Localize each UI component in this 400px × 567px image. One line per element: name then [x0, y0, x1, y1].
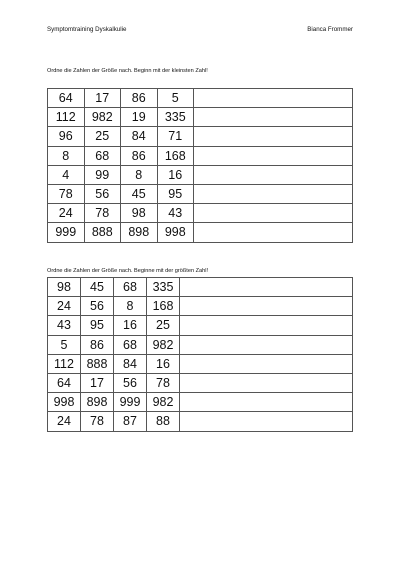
answer-cell[interactable] — [180, 278, 353, 297]
number-cell: 56 — [84, 184, 121, 203]
number-cell: 17 — [81, 373, 114, 392]
number-cell: 43 — [48, 316, 81, 335]
number-cell: 45 — [81, 278, 114, 297]
number-cell: 335 — [147, 278, 180, 297]
author-name: Bianca Frommer — [307, 26, 353, 33]
table-row — [48, 354, 353, 373]
number-cell: 45 — [121, 184, 158, 203]
answer-cell[interactable] — [194, 165, 353, 184]
answer-cell[interactable] — [180, 412, 353, 431]
number-cell: 98 — [121, 204, 158, 223]
number-cell: 78 — [81, 412, 114, 431]
number-cell: 68 — [114, 335, 147, 354]
number-cell: 78 — [147, 373, 180, 392]
table-row — [48, 204, 353, 223]
number-cell: 99 — [84, 165, 121, 184]
number-cell: 56 — [81, 297, 114, 316]
answer-cell[interactable] — [194, 146, 353, 165]
number-cell: 982 — [147, 335, 180, 354]
number-cell: 68 — [114, 278, 147, 297]
number-cell: 16 — [114, 316, 147, 335]
number-cell: 98 — [48, 278, 81, 297]
number-cell: 78 — [48, 184, 85, 203]
number-cell: 8 — [48, 146, 85, 165]
number-cell: 982 — [147, 393, 180, 412]
number-cell: 87 — [114, 412, 147, 431]
number-cell: 24 — [48, 297, 81, 316]
number-cell: 335 — [157, 108, 194, 127]
number-cell: 88 — [147, 412, 180, 431]
number-cell: 4 — [48, 165, 85, 184]
answer-cell[interactable] — [194, 127, 353, 146]
table-row — [48, 108, 353, 127]
number-cell: 95 — [81, 316, 114, 335]
answer-cell[interactable] — [180, 373, 353, 392]
table-row — [48, 278, 353, 297]
number-cell: 78 — [84, 204, 121, 223]
table-row — [48, 335, 353, 354]
number-cell: 999 — [114, 393, 147, 412]
table-row — [48, 165, 353, 184]
number-cell: 898 — [81, 393, 114, 412]
number-cell: 8 — [121, 165, 158, 184]
number-cell: 25 — [147, 316, 180, 335]
table-row — [48, 146, 353, 165]
table-row — [48, 316, 353, 335]
number-cell: 998 — [157, 223, 194, 242]
number-cell: 888 — [84, 223, 121, 242]
number-cell: 64 — [48, 373, 81, 392]
table-row — [48, 297, 353, 316]
number-cell: 86 — [81, 335, 114, 354]
number-cell: 68 — [84, 146, 121, 165]
answer-cell[interactable] — [180, 316, 353, 335]
number-cell: 16 — [147, 354, 180, 373]
number-cell: 168 — [147, 297, 180, 316]
number-cell: 43 — [157, 204, 194, 223]
instruction-ascending: Ordne die Zahlen der Größe nach. Beginn mit der kleinsten Zahl! — [47, 68, 208, 74]
page-header — [47, 26, 353, 36]
number-cell: 17 — [84, 89, 121, 108]
answer-cell[interactable] — [180, 297, 353, 316]
number-cell: 5 — [157, 89, 194, 108]
instruction-descending: Ordne die Zahlen der Größe nach. Beginne mit der größten Zahl! — [47, 268, 209, 274]
number-cell: 86 — [121, 146, 158, 165]
table-row — [48, 223, 353, 242]
number-cell: 95 — [157, 184, 194, 203]
number-cell: 24 — [48, 412, 81, 431]
number-cell: 19 — [121, 108, 158, 127]
table-row — [48, 184, 353, 203]
number-cell: 71 — [157, 127, 194, 146]
table-row — [48, 373, 353, 392]
table-row — [48, 89, 353, 108]
table-row — [48, 412, 353, 431]
answer-cell[interactable] — [194, 108, 353, 127]
table-row — [48, 393, 353, 412]
number-cell: 16 — [157, 165, 194, 184]
number-cell: 168 — [157, 146, 194, 165]
answer-cell[interactable] — [180, 335, 353, 354]
number-cell: 888 — [81, 354, 114, 373]
number-cell: 96 — [48, 127, 85, 146]
number-cell: 5 — [48, 335, 81, 354]
number-cell: 24 — [48, 204, 85, 223]
number-cell: 982 — [84, 108, 121, 127]
answer-cell[interactable] — [180, 393, 353, 412]
answer-cell[interactable] — [194, 204, 353, 223]
number-cell: 84 — [114, 354, 147, 373]
number-cell: 112 — [48, 354, 81, 373]
number-cell: 25 — [84, 127, 121, 146]
number-cell: 898 — [121, 223, 158, 242]
answer-cell[interactable] — [194, 223, 353, 242]
answer-cell[interactable] — [194, 89, 353, 108]
number-cell: 112 — [48, 108, 85, 127]
number-cell: 84 — [121, 127, 158, 146]
answer-cell[interactable] — [180, 354, 353, 373]
document-title: Symptomtraining Dyskalkulie — [47, 26, 127, 33]
number-cell: 999 — [48, 223, 85, 242]
number-cell: 64 — [48, 89, 85, 108]
number-table-descending — [47, 277, 353, 432]
number-cell: 998 — [48, 393, 81, 412]
number-table-ascending — [47, 88, 353, 243]
number-cell: 56 — [114, 373, 147, 392]
table-row — [48, 127, 353, 146]
number-cell: 8 — [114, 297, 147, 316]
answer-cell[interactable] — [194, 184, 353, 203]
number-cell: 86 — [121, 89, 158, 108]
